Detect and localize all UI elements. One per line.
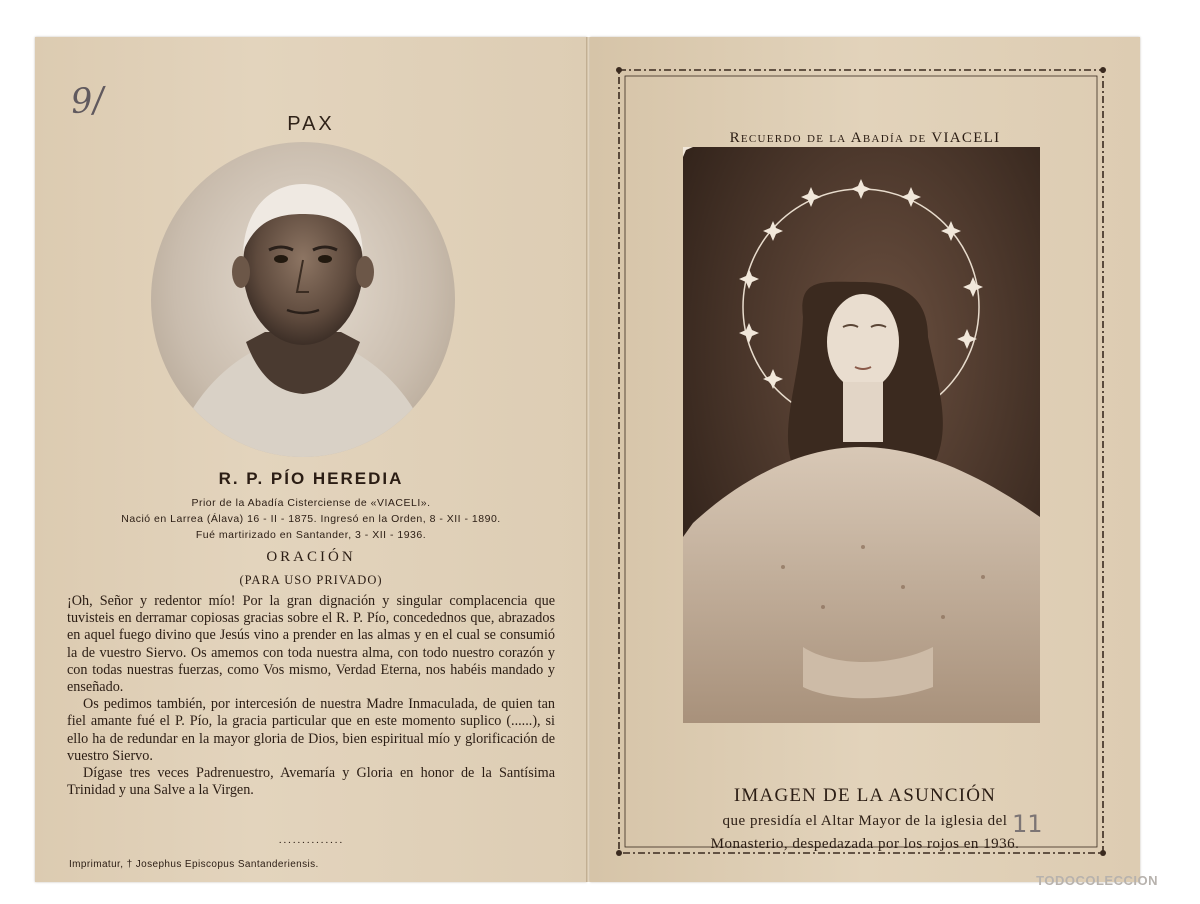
biography <box>35 495 587 543</box>
bio-line: Fué martirizado en Santander, 3 - XII - 1936. <box>195 529 427 541</box>
pencil-note-right: 11 <box>1012 810 1043 838</box>
monk-name: R. P. PÍO HEREDIA <box>218 469 404 488</box>
image-title: IMAGEN DE LA ASUNCIÓN <box>733 785 997 806</box>
left-page <box>35 37 587 882</box>
imprimatur: Imprimatur, † Josephus Episcopus Santanderiensis. <box>69 859 319 870</box>
prayer-paragraph: Os pedimos también, por intercesión de nuestra Madre Inmaculada, de quien tan fiel amante fué el P. Pío, la gracia particular que en este momento suplico (......), si ello ha de redundar en la mayor gloria de Dios, bien espiritual mío y glorificación de vuestro Siervo. <box>67 696 555 764</box>
right-page <box>590 37 1140 882</box>
bio-line: Nació en Larrea (Álava) 16 - II - 1875. Ingresó en la Orden, 8 - XII - 1890. <box>121 513 501 525</box>
virgin-statue-image <box>683 147 1040 723</box>
prayer-text <box>67 593 555 799</box>
bio-line: Prior de la Abadía Cisterciense de «VIACELI». <box>191 497 431 509</box>
pax-header: PAX <box>287 113 335 135</box>
prayer-paragraph: ¡Oh, Señor y redentor mío! Por la gran dignación y singular complacencia que tuvisteis en derramar copiosas gracias sobre el R. P. Pío, concedednos que, abrazados en aquel fuego divino que Jesús vino a prender en las almas y en el cual se consumió la de vuestro Siervo. Os amemos con toda nuestra alma, con todo nuestro corazón y con todas nuestras fuerzas, como Vos mismo, Verdad Eterna, nos habéis mandado y enseñado. <box>67 593 555 696</box>
prayer-paragraph: Dígase tres veces Padrenuestro, Avemaría y Gloria en honor de la Santísima Trinidad y una Salve a la Virgen. <box>67 765 555 799</box>
monk-portrait-image <box>151 142 455 457</box>
separator-dots: ·············· <box>278 837 344 849</box>
watermark: TODOCOLECCION <box>1036 873 1158 888</box>
assumption-photo <box>683 147 1040 723</box>
caption-line: Monasterio, despedazada por los rojos en 1936. <box>710 836 1020 852</box>
prayer-subtitle: (PARA USO PRIVADO) <box>239 573 383 587</box>
caption-line: que presidía el Altar Mayor de la iglesia del <box>722 813 1008 829</box>
prayer-title: ORACIÓN <box>266 549 356 565</box>
souvenir-header: Recuerdo de la Abadía de VIACELI <box>729 130 1001 146</box>
pencil-note-left: 9/ <box>69 79 106 123</box>
portrait-photo <box>151 142 455 457</box>
